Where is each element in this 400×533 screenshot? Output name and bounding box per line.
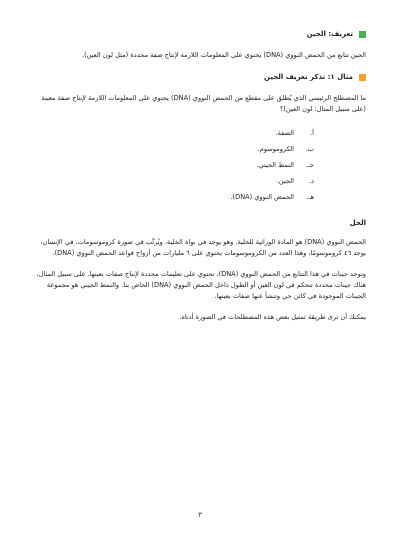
solution-title: الحل (349, 219, 366, 227)
solution-paragraph-2: وتوجد جينات في هذا التتابع من الحمض النووي (DNA)، تحتوي على تعليمات محددة لإنتاج صفات بعينها. على سبيل المثال، هناك جينات محددة تتحكم في لون العين أو الطول داخل الحمض النووي (DNA) الخاص بنا. والنمط الجيني هو مجموعة الجينات الموجودة في كائن حي وتنشأ عنها صفات بعينها. (36, 270, 366, 300)
option-letter: د. (308, 177, 314, 185)
example-heading (34, 73, 366, 81)
green-square-icon (359, 31, 366, 38)
solution-paragraph-3: يمكنك أن ترى طريقة تمثيل بعض هذه المصطلحات في الصورة أدناه. (179, 313, 366, 321)
example-question: ما المصطلح الرئيسي الذي يُطلق على مقطع من الحمض النووي (DNA) يحتوي على المعلومات اللازمة لإنتاج صفة معينة (على سبيل المثال: لون العين)؟ (41, 94, 366, 113)
option-text: النمط الجيني. (256, 161, 294, 169)
option-text: الكروموسوم. (257, 145, 294, 153)
option-letter: جـ. (305, 161, 314, 169)
option-letter: هـ. (306, 193, 314, 201)
answer-options (34, 125, 366, 205)
option-e (34, 189, 314, 205)
option-d (34, 173, 314, 189)
solution-paragraph-1: الحمض النووي (DNA) هو المادة الوراثية للخلية. وهو يوجد في نواة الخلية، ويُرتَّب في صورة كروموسومات. في الإنسان، يوجد ٤٦ كروموسومًا، وهذا العدد من الكروموسومات يحتوي على ٦ مليارات من أزواج قواعد الحمض النووي (DNA). (40, 238, 366, 257)
option-letter: ب. (305, 145, 314, 153)
page-number: ٣ (198, 511, 202, 519)
option-c (34, 157, 314, 173)
definition-text: الجين تتابع من الحمض النووي (DNA) يحتوي على المعلومات اللازمة لإنتاج صفة محددة (مثل لون العين). (82, 51, 366, 59)
option-a (34, 125, 314, 141)
option-text: الصفة. (275, 129, 294, 137)
orange-square-icon (359, 74, 366, 81)
definition-heading (34, 30, 366, 38)
option-b (34, 141, 314, 157)
definition-title: تعريف: الجين (306, 30, 353, 38)
example-title: مثال ١: تذكر تعريف الجين (264, 73, 353, 81)
option-text: الجين. (276, 177, 294, 185)
option-letter: أ. (310, 129, 314, 137)
option-text: الحمض النووي (DNA). (230, 193, 294, 201)
